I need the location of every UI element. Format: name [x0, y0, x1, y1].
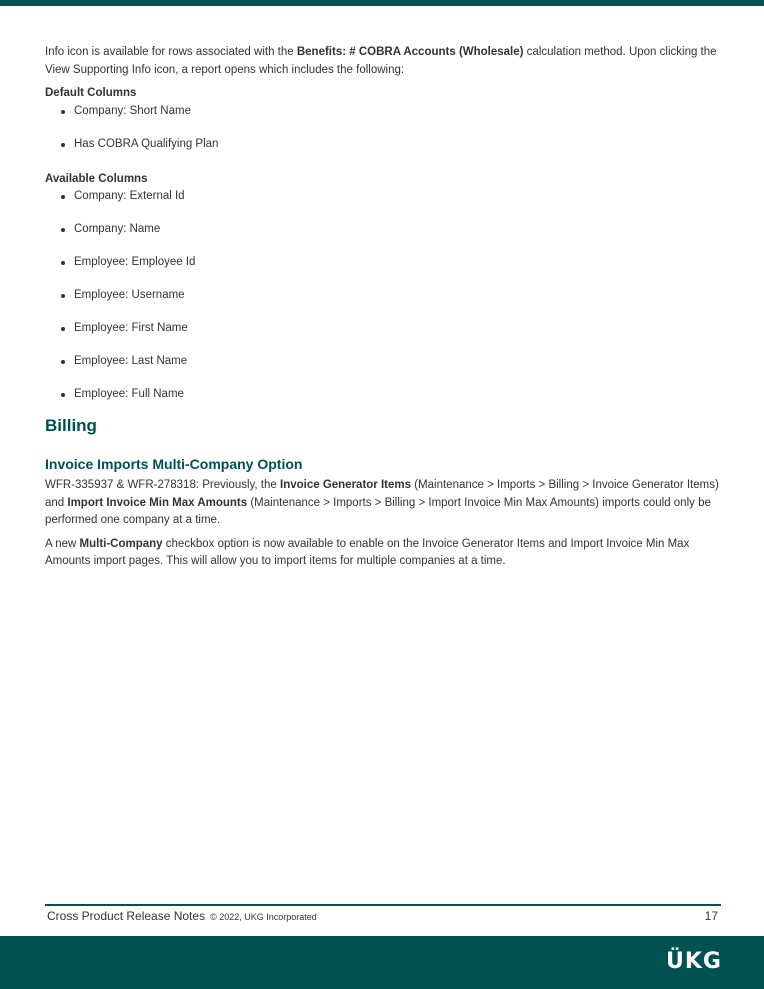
intro-bold: Benefits: # COBRA Accounts (Wholesale)	[296, 46, 524, 58]
para-bold: Invoice Generator Items	[280, 479, 412, 491]
footer-band	[0, 936, 764, 989]
list-item	[45, 103, 725, 136]
para-bold: Multi-Company	[79, 537, 163, 550]
para-text: A new	[45, 537, 80, 550]
list-item	[45, 287, 725, 320]
para-bold: Import Invoice Min Max Amounts	[67, 496, 248, 509]
intro-text-1: Info icon is available for rows associated with the	[45, 46, 297, 58]
footer-copyright: © 2022, UKG Incorporated	[210, 912, 317, 922]
list-item-text: Company: Name	[74, 223, 161, 235]
available-columns-heading: Available Columns	[45, 172, 148, 185]
bullet-icon	[61, 261, 65, 265]
list-item-text: Employee: Full Name	[74, 388, 184, 400]
list-item	[45, 353, 725, 386]
footer-title-text: Cross Product Release Notes	[47, 909, 206, 923]
available-columns-list	[45, 188, 725, 419]
section-subheading: Invoice Imports Multi-Company Option	[45, 456, 303, 472]
list-item	[45, 254, 725, 287]
para-text: (Maintenance > Imports > Billing > Invoice Generator Items) and	[45, 479, 719, 509]
list-item-text: Employee: Last Name	[74, 355, 188, 367]
para-text: (Maintenance > Imports > Billing > Import Invoice Min Max Amounts) imports could only be performed one company at a time.	[45, 496, 711, 526]
default-columns-list	[45, 103, 725, 169]
ukg-logo: ÜKG	[666, 949, 722, 974]
bullet-icon	[61, 110, 65, 114]
list-item	[45, 136, 725, 169]
page-number: 17	[704, 909, 718, 923]
list-item-text: Has COBRA Qualifying Plan	[74, 137, 219, 150]
bullet-icon	[61, 228, 65, 232]
footer-title	[47, 909, 317, 923]
list-item-text: Employee: First Name	[74, 322, 188, 334]
top-accent-bar	[0, 0, 764, 6]
list-item-text: Employee: Employee Id	[74, 256, 196, 268]
list-item-text: Company: External Id	[74, 190, 185, 202]
default-columns-heading: Default Columns	[45, 87, 137, 99]
para-text: checkbox option is now available to enable on the Invoice Generator Items and Import Invoice Min Max Amounts import pages. This will allow you to import items for multiple companies at a time.	[45, 537, 690, 567]
list-item-text: Employee: Username	[74, 289, 185, 301]
bullet-icon	[61, 360, 65, 364]
intro-text-2: calculation method. Upon clicking the View Supporting Info icon, a report opens which includes the following:	[45, 46, 717, 76]
list-item	[45, 386, 725, 419]
bullet-icon	[61, 195, 65, 199]
bullet-icon	[61, 294, 65, 298]
billing-paragraph-1	[45, 477, 725, 530]
list-item	[45, 188, 725, 221]
page-content	[45, 44, 725, 577]
intro-paragraph	[45, 44, 725, 79]
list-item	[45, 221, 725, 254]
billing-paragraph-2	[45, 536, 725, 571]
bullet-icon	[61, 327, 65, 331]
bullet-icon	[61, 393, 65, 397]
list-item-text: Company: Short Name	[74, 104, 191, 117]
billing-heading: Billing	[45, 416, 97, 435]
para-text: WFR-335937 & WFR-278318: Previously, the	[45, 479, 280, 491]
bullet-icon	[61, 143, 65, 147]
footer-divider	[45, 904, 721, 906]
list-item	[45, 320, 725, 353]
